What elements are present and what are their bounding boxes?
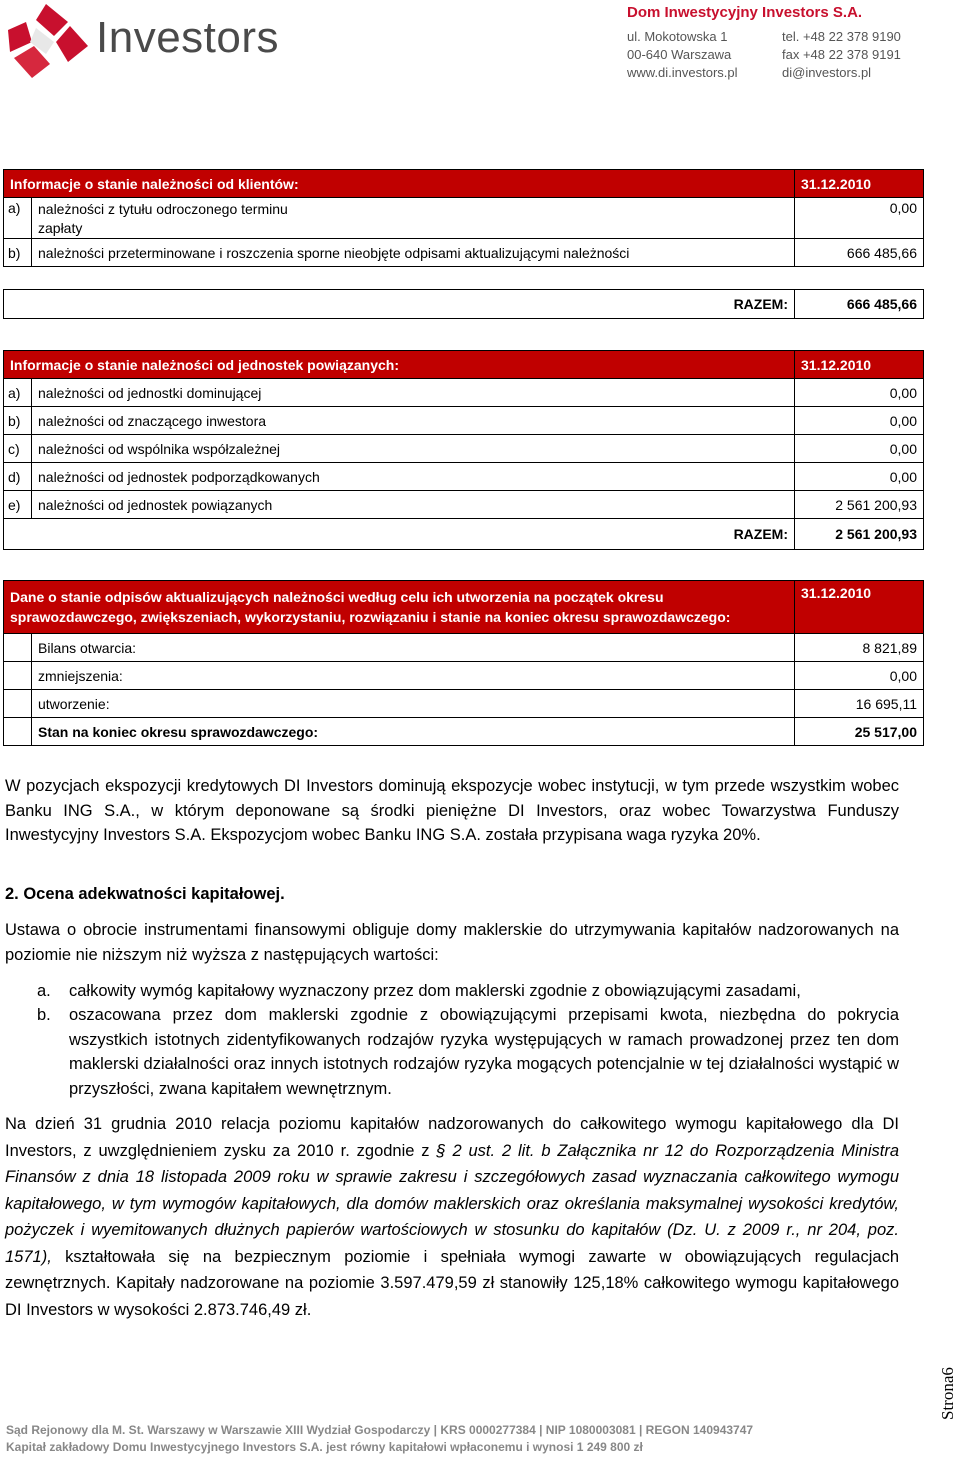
paragraph-text: Na dzień 31 grudnia 2010 relacja poziomu kapitałów nadzorowanych do całkowitego wymogu kapitałowego dla DI Investors, z uwzględnieniem zysku za 2010 r. zgodnie z bbox=[5, 1115, 899, 1160]
table-date: 31.12.2010 bbox=[795, 581, 924, 634]
email-link[interactable]: di@investors.pl bbox=[782, 65, 872, 80]
table-date: 31.12.2010 bbox=[795, 170, 924, 198]
row-letter: b) bbox=[4, 239, 32, 267]
row-letter: e) bbox=[4, 491, 32, 519]
row-label: należności od jednostek podporządkowanych bbox=[32, 463, 795, 491]
row-value: 16 695,11 bbox=[795, 690, 924, 718]
list-marker: a. bbox=[37, 982, 51, 1000]
table-row bbox=[4, 634, 924, 662]
row-value: 0,00 bbox=[795, 379, 924, 407]
list-item bbox=[37, 1003, 899, 1101]
row-letter: b) bbox=[4, 407, 32, 435]
website-link[interactable]: www.di.investors.pl bbox=[627, 65, 738, 80]
row-label: należności od znaczącego inwestora bbox=[32, 407, 795, 435]
contact-phone bbox=[782, 28, 901, 82]
table-row bbox=[4, 690, 924, 718]
list-item-text: całkowity wymóg kapitałowy wyznaczony przez dom maklerski zgodnie z obowiązującymi zasadami, bbox=[69, 982, 801, 1000]
paragraph-capital-ratio bbox=[5, 1111, 899, 1323]
row-label: Stan na koniec okresu sprawozdawczego: bbox=[32, 718, 795, 746]
address-street: ul. Mokotowska 1 bbox=[627, 29, 728, 44]
phone-number: tel. +48 22 378 9190 bbox=[782, 29, 901, 44]
row-label: należności od wspólnika współzależnej bbox=[32, 435, 795, 463]
table-row bbox=[4, 718, 924, 746]
paragraph-text: kształtowała się na bezpiecznym poziomie i spełniała wymogi zawarte w obowiązujących regulacjach zewnętrznych. Kapitały nadzorowane na poziomie 3.597.479,59 zł stanowiły 125,18% całkowitego wymogu kapitałowego DI Investors w wysokości 2.873.746,49 zł. bbox=[5, 1247, 899, 1319]
footer-registration: Sąd Rejonowy dla M. St. Warszawy w Warszawie XIII Wydział Gospodarczy | KRS 0000277384 | NIP 1080003081 | REGON 140943747 bbox=[6, 1423, 754, 1437]
table-row bbox=[4, 435, 924, 463]
row-value: 25 517,00 bbox=[795, 718, 924, 746]
row-label-text: należności z tytułu odroczonego terminu zapłaty bbox=[38, 201, 288, 236]
row-letter: a) bbox=[4, 379, 32, 407]
table-row bbox=[4, 463, 924, 491]
paragraph-law: Ustawa o obrocie instrumentami finansowymi obliguje domy maklerskie do utrzymywania kapitałów nadzorowanych na poziomie nie niższym niż wyższa z następujących wartości: bbox=[5, 921, 899, 964]
row-label: Bilans otwarcia: bbox=[32, 634, 795, 662]
table-row bbox=[4, 407, 924, 435]
receivables-related-table bbox=[3, 350, 924, 550]
fax-number: fax +48 22 378 9191 bbox=[782, 47, 901, 62]
table-header-row bbox=[4, 351, 924, 379]
footer-capital: Kapitał zakładowy Domu Inwestycyjnego Investors S.A. jest równy kapitałowi wpłaconemu i wynosi 1 249 800 zł bbox=[6, 1440, 643, 1454]
company-name: Dom Inwestycyjny Investors S.A. bbox=[627, 4, 863, 21]
table-row bbox=[4, 198, 924, 239]
row-value: 0,00 bbox=[795, 435, 924, 463]
table-header-row bbox=[4, 170, 924, 198]
row-label bbox=[32, 198, 795, 239]
table-title: Informacje o stanie należności od jednostek powiązanych: bbox=[4, 351, 795, 379]
table-row bbox=[4, 662, 924, 690]
row-value: 8 821,89 bbox=[795, 634, 924, 662]
table-title: Informacje o stanie należności od klientów: bbox=[4, 170, 795, 198]
row-label: należności przeterminowane i roszczenia sporne nieobjęte odpisami aktualizującymi należności bbox=[32, 239, 795, 267]
row-label: zmniejszenia: bbox=[32, 662, 795, 690]
table-row bbox=[4, 491, 924, 519]
row-value: 0,00 bbox=[795, 463, 924, 491]
total-value: 666 485,66 bbox=[795, 290, 924, 319]
contact-address bbox=[627, 28, 738, 82]
row-label: należności od jednostek powiązanych bbox=[32, 491, 795, 519]
page-number: Strona6 bbox=[938, 1367, 957, 1420]
list-item bbox=[37, 979, 899, 1004]
row-value: 2 561 200,93 bbox=[795, 491, 924, 519]
row-letter: a) bbox=[4, 198, 32, 239]
total-label: RAZEM: bbox=[4, 519, 795, 550]
total-row bbox=[4, 290, 924, 319]
write-offs-table bbox=[3, 580, 924, 746]
list-marker: b. bbox=[37, 1006, 51, 1024]
table-date: 31.12.2010 bbox=[795, 351, 924, 379]
row-letter: d) bbox=[4, 463, 32, 491]
total-value: 2 561 200,93 bbox=[795, 519, 924, 550]
table-row bbox=[4, 239, 924, 267]
row-value: 0,00 bbox=[795, 198, 924, 239]
row-letter: c) bbox=[4, 435, 32, 463]
table-title: Dane o stanie odpisów aktualizujących należności według celu ich utworzenia na początek okresu sprawozdawczego, zwiększeniach, wykorzystaniu, rozwiązaniu i stanie na koniec okresu sprawozdawczego: bbox=[4, 581, 795, 634]
address-city: 00-640 Warszawa bbox=[627, 47, 732, 62]
logo-text: Investors bbox=[96, 13, 280, 62]
regulation-reference: § 2 ust. 2 lit. b Załącznika nr 12 do Rozporządzenia Ministra Finansów z dnia 18 listopada 2009 roku w sprawie zakresu i szczegółowych zasad wyznaczania całkowitego wymogu kapitałowego, w tym wymogów kapitałowych, dla domów maklerskich oraz określania maksymalnej wysokości kredytów, pożyczek i wyemitowanych dłużnych papierów wartościowych w stosunku do kapitałów (Dz. U. z 2009 r., nr 204, poz. 1571), bbox=[5, 1141, 899, 1266]
table-row bbox=[4, 379, 924, 407]
row-value: 0,00 bbox=[795, 662, 924, 690]
total-row bbox=[4, 519, 924, 550]
row-label: należności od jednostki dominującej bbox=[32, 379, 795, 407]
receivables-clients-table bbox=[3, 169, 924, 319]
section-heading: 2. Ocena adekwatności kapitałowej. bbox=[5, 885, 285, 903]
logo-mark bbox=[6, 2, 90, 80]
list-item-text: oszacowana przez dom maklerski zgodnie z obowiązującymi przepisami kwota, niezbędna do pokrycia wszystkich istotnych zidentyfikowanych rodzajów ryzyka występujących w ramach prowadzonej przez ten dom maklerski działalności oraz innych istotnych rodzajów ryzyka mogących potencjalnie w tej działalności wystąpić w przyszłości, zwana kapitałem wewnętrznym. bbox=[69, 1006, 899, 1098]
table-header-row bbox=[4, 581, 924, 634]
row-value: 666 485,66 bbox=[795, 239, 924, 267]
total-label: RAZEM: bbox=[4, 290, 795, 319]
spacer-row bbox=[4, 267, 924, 290]
row-label: utworzenie: bbox=[32, 690, 795, 718]
row-value: 0,00 bbox=[795, 407, 924, 435]
paragraph-exposures: W pozycjach ekspozycji kredytowych DI Investors dominują ekspozycje wobec instytucji, w tym przede wszystkim wobec Banku ING S.A., w którym deponowane są środki pieniężne DI Investors, oraz wobec Towarzystwa Funduszy Inwestycyjny Investors S.A. Ekspozycjom wobec Banku ING S.A. została przypisana waga ryzyka 20%. bbox=[5, 777, 899, 844]
